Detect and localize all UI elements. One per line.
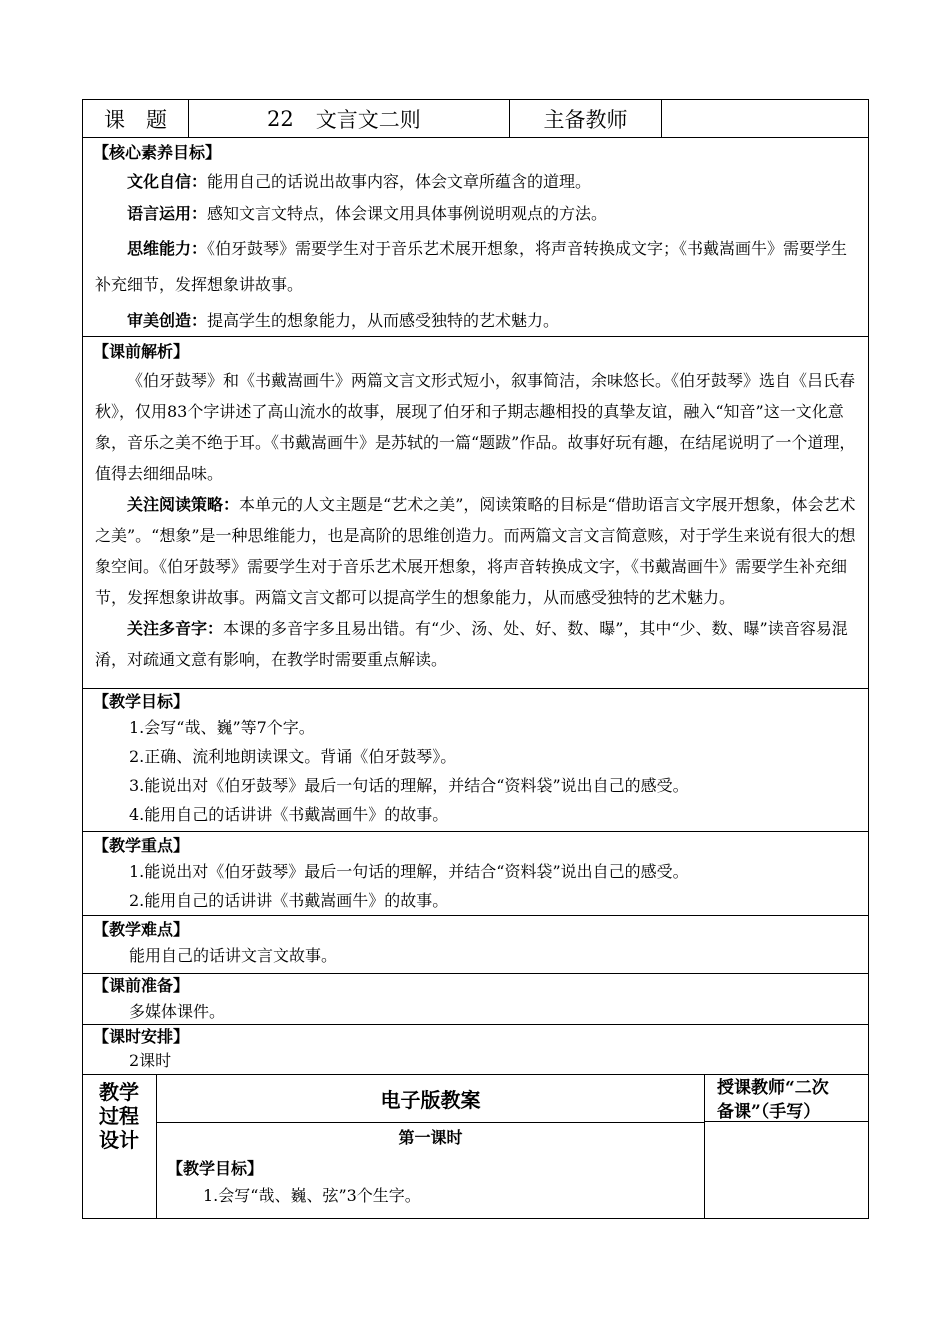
teacher-value — [662, 100, 868, 137]
prep-title: 【课前准备】 — [93, 976, 190, 995]
analysis-paragraph: 关注多音字：本课的多音字多且易出错。有“少、汤、处、好、数、曝”，其中“少、数、曝”读音容易混淆，对疏通文意有影响，在教学时需要重点解读。 — [95, 619, 848, 669]
keypoints-title: 【教学重点】 — [93, 836, 190, 855]
lesson-goal-title: 【教学目标】 — [167, 1159, 264, 1178]
lesson-number: 22 — [267, 106, 294, 131]
difficulty-title: 【教学难点】 — [93, 920, 190, 939]
lesson-goal-item: 1.会写“哉、巍、弦”3个生字。 — [203, 1186, 421, 1205]
schedule-section — [82, 1025, 869, 1075]
analysis-title: 【课前解析】 — [93, 342, 190, 361]
schedule-text: 2课时 — [129, 1051, 172, 1070]
prep-text: 多媒体课件。 — [129, 1002, 226, 1021]
analysis-paragraph: 关注阅读策略：本单元的人文主题是“艺术之美”，阅读策略的目标是“借助语言文字展开想象，体会艺术之美”。“想象”是一种思维能力，也是高阶的思维创造力。而两篇文言文言简意赅，对于学生来说有很大的想象空间。《伯牙鼓琴》需要学生对于音乐艺术展开想象，将声音转换成文字，《书戴嵩画牛》需要学生补充细节，发挥想象讲故事。两篇文言文都可以提高学生的想象能力，从而感受独特的艺术魅力。 — [95, 495, 856, 607]
second-prep-header: 授课教师“二次 备课”（手写） — [705, 1075, 868, 1122]
goal-item: 2.正确、流利地朗读课文。背诵《伯牙鼓琴》。 — [129, 747, 457, 766]
difficulty-section — [82, 916, 869, 974]
goals-title: 【教学目标】 — [93, 692, 190, 711]
goal-item: 4.能用自己的话讲讲《书戴嵩画牛》的故事。 — [129, 805, 449, 824]
keypoint-item: 2.能用自己的话讲讲《书戴嵩画牛》的故事。 — [129, 891, 449, 910]
teacher-label: 主备教师 — [510, 100, 662, 137]
prep-section — [82, 974, 869, 1025]
header-row — [82, 99, 869, 138]
goal-item: 3.能说出对《伯牙鼓琴》最后一句话的理解，并结合“资料袋”说出自己的感受。 — [129, 776, 689, 795]
handwritten-notes-column — [705, 1075, 868, 1218]
lesson-title — [189, 100, 510, 137]
keypoints-section — [82, 832, 869, 916]
lesson-one-title: 第一课时 — [398, 1128, 463, 1147]
process-section — [82, 1075, 869, 1219]
difficulty-text: 能用自己的话讲文言文故事。 — [129, 946, 338, 965]
core-section — [82, 138, 869, 337]
analysis-paragraph: 《伯牙鼓琴》和《书戴嵩画牛》两篇文言文形式短小，叙事简洁，余味悠长。《伯牙鼓琴》选自《吕氏春秋》，仅用83个字讲述了高山流水的故事，展现了伯牙和子期志趣相投的真挚友谊，融入“知音”这一文化意象，音乐之美不绝于耳。《书戴嵩画牛》是苏轼的一篇“题跋”作品。故事好玩有趣，在结尾说明了一个道理，值得去细细品味。 — [95, 371, 856, 483]
electronic-plan-header: 电子版教案 — [157, 1075, 704, 1123]
topic-label: 课 题 — [83, 100, 189, 137]
core-item: 思维能力：《伯牙鼓琴》需要学生对于音乐艺术展开想象，将声音转换成文字；《书戴嵩画牛》需要学生补充细节，发挥想象讲故事。 — [95, 239, 848, 294]
goals-section — [82, 689, 869, 832]
process-content — [157, 1075, 705, 1218]
core-item: 语言运用：感知文言文特点，体会课文用具体事例说明观点的方法。 — [127, 204, 608, 223]
process-label: 教学 过程 设计 — [83, 1075, 157, 1218]
goal-item: 1.会写“哉、巍”等7个字。 — [129, 718, 315, 737]
core-item: 文化自信：能用自己的话说出故事内容，体会文章所蕴含的道理。 — [127, 172, 592, 191]
lesson-plan-table — [82, 99, 869, 1219]
analysis-section — [82, 337, 869, 689]
lesson-name: 文言文二则 — [315, 107, 421, 132]
keypoint-item: 1.能说出对《伯牙鼓琴》最后一句话的理解，并结合“资料袋”说出自己的感受。 — [129, 862, 689, 881]
core-item: 审美创造：提高学生的想象能力，从而感受独特的艺术魅力。 — [127, 311, 560, 330]
schedule-title: 【课时安排】 — [93, 1027, 190, 1046]
core-title: 【核心素养目标】 — [93, 143, 222, 162]
